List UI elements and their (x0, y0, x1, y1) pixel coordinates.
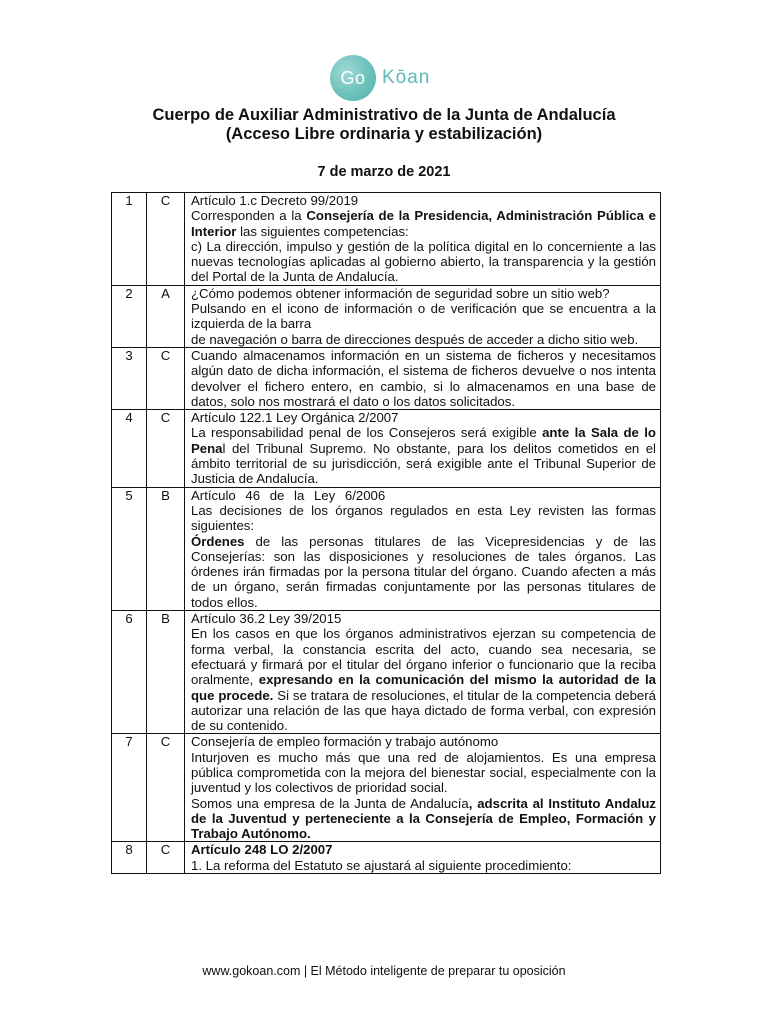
explanation-cell (185, 842, 661, 874)
answer-letter: C (147, 734, 185, 842)
table-row (112, 410, 661, 487)
explanation-paragraph (191, 858, 656, 873)
explanation-paragraph (191, 734, 656, 749)
explanation-paragraph (191, 750, 656, 796)
explanation-cell (185, 487, 661, 610)
text-segment: de navegación o barra de direcciones después de acceder a dicho sitio web. (191, 331, 639, 347)
explanation-paragraph (191, 410, 656, 425)
text-segment: Inturjoven es mucho más que una red de alojamientos. Es una empresa pública comprometida con la mejora del bienestar social, especialmente con la juventud y los colectivos de prioridad social. (191, 749, 656, 796)
text-segment: Consejería de empleo formación y trabajo autónomo (191, 734, 499, 750)
explanation-paragraph (191, 239, 656, 285)
table-row (112, 193, 661, 286)
answer-letter: A (147, 285, 185, 347)
bold-text: expresando en la comunicación del mismo la autoridad de la que procede. (191, 672, 656, 703)
explanation-cell (185, 611, 661, 734)
explanation-paragraph (191, 796, 656, 842)
text-segment: Pulsando en el icono de información o de verificación que se encuentra a la izquierda de la barra (191, 301, 656, 332)
answer-letter: C (147, 842, 185, 874)
text-segment: Si se tratara de resoluciones, el titular de la competencia deberá autorizar una relación de las que haya dictado de forma verbal, con expresión de su contenido. (191, 687, 656, 734)
exam-date: 7 de marzo de 2021 (317, 164, 451, 180)
gokoan-logo (330, 55, 430, 101)
question-number: 3 (112, 347, 147, 409)
title-line-1: Cuerpo de Auxiliar Administrativo de la Junta de Andalucía (152, 106, 616, 124)
text-segment: Artículo 1.c Decreto 99/2019 (191, 193, 359, 208)
table-row (112, 611, 661, 734)
bold-text: Artículo 248 LO 2/2007 (191, 842, 333, 858)
question-number: 2 (112, 285, 147, 347)
document-title (0, 106, 768, 144)
text-segment: l del Tribunal Supremo. No obstante, para los delitos cometidos en el ámbito territorial de su jurisdicción, será exigible ante el Tribunal Superior de Justicia de Andalucía. (191, 440, 656, 487)
explanation-paragraph (191, 208, 656, 239)
question-number: 5 (112, 487, 147, 610)
text-segment: Artículo 46 de la Ley 6/2006 (191, 487, 386, 503)
bold-text: Órdenes (191, 533, 245, 549)
explanation-paragraph (191, 611, 656, 626)
text-segment: Artículo 122.1 Ley Orgánica 2/2007 (191, 410, 399, 426)
table-row (112, 734, 661, 842)
explanation-paragraph (191, 503, 656, 534)
question-number: 4 (112, 410, 147, 487)
title-line-2: (Acceso Libre ordinaria y estabilización) (225, 125, 543, 143)
explanation-cell (185, 734, 661, 842)
logo-text-left: Go (340, 67, 366, 88)
explanation-paragraph (191, 534, 656, 610)
answer-letter: C (147, 193, 185, 286)
text-segment: Cuando almacenamos información en un sistema de ficheros y necesitamos algún dato de dicha información, el sistema de ficheros devuelve o nos intenta devolver el fichero entero, en cambio, si lo almacenamos en una base de datos, solo nos mostrará el dato o los datos solicitados. (191, 347, 656, 409)
explanation-paragraph (191, 332, 656, 347)
explanation-paragraph (191, 626, 656, 733)
text-segment: c) La dirección, impulso y gestión de la política digital en lo concerniente a las nuevas tecnologías aplicadas al gobierno abierto, la transparencia y la gestión del Portal de la Junta de Andalucía. (191, 238, 656, 285)
table-row (112, 842, 661, 874)
text-segment: Somos una empresa de la Junta de Andalucía (191, 795, 469, 811)
explanation-paragraph (191, 488, 656, 503)
explanation-cell (185, 347, 661, 409)
answer-letter: B (147, 487, 185, 610)
text-segment: 1. La reforma del Estatuto se ajustará al siguiente procedimiento: (191, 857, 572, 873)
text-segment: las siguientes competencias: (236, 223, 409, 239)
question-number: 1 (112, 193, 147, 286)
answer-letter: B (147, 611, 185, 734)
table-row (112, 487, 661, 610)
explanation-paragraph (191, 286, 656, 301)
table-row (112, 347, 661, 409)
explanation-paragraph (191, 348, 656, 409)
answers-table-body (112, 193, 661, 874)
bold-text: , adscrita al Instituto Andaluz de la Juventud y perteneciente a la Consejería de Empleo, Formación y Trabajo Autónomo. (191, 795, 656, 842)
explanation-paragraph (191, 425, 656, 486)
answer-letter: C (147, 410, 185, 487)
explanation-cell (185, 193, 661, 286)
explanation-paragraph (191, 842, 656, 857)
explanation-paragraph (191, 193, 656, 208)
bold-text: ante la Sala de lo Pena (191, 425, 656, 456)
question-number: 8 (112, 842, 147, 874)
bold-text: Consejería de la Presidencia, Administración Pública e Interior (191, 208, 656, 239)
footer-text: www.gokoan.com | El Método inteligente de preparar tu oposición (202, 964, 566, 978)
text-segment: En los casos en que los órganos administrativos ejerzan su competencia de forma verbal, la constancia escrita del acto, cuando sea necesaria, se efectuará y firmará por el titular del órgano inferior o funcionario que la reciba oralmente, (191, 626, 656, 688)
explanation-cell (185, 410, 661, 487)
explanation-paragraph (191, 301, 656, 332)
text-segment: ¿Cómo podemos obtener información de seguridad sobre un sitio web? (191, 285, 610, 301)
logo-text-right: Kōan (382, 67, 431, 88)
table-row (112, 285, 661, 347)
text-segment: de las personas titulares de las Vicepresidencias y de las Consejerías: son las disposiciones y resoluciones de tales órganos. Las órdenes irán firmadas por la persona titular del órgano. Cuando afecten a más de un órgano, serán firmadas conjuntamente por las personas titulares de todos ellos. (191, 533, 656, 610)
question-number: 7 (112, 734, 147, 842)
text-segment: Las decisiones de los órganos regulados en esta Ley revisten las formas siguientes: (191, 502, 656, 534)
logo-circle-icon (330, 55, 376, 101)
text-segment: Corresponden a la (191, 208, 307, 224)
text-segment: La responsabilidad penal de los Consejeros será exigible (191, 425, 543, 441)
text-segment: Artículo 36.2 Ley 39/2015 (191, 611, 342, 627)
question-number: 6 (112, 611, 147, 734)
answer-letter: C (147, 347, 185, 409)
explanation-cell (185, 285, 661, 347)
answers-table (111, 192, 661, 874)
